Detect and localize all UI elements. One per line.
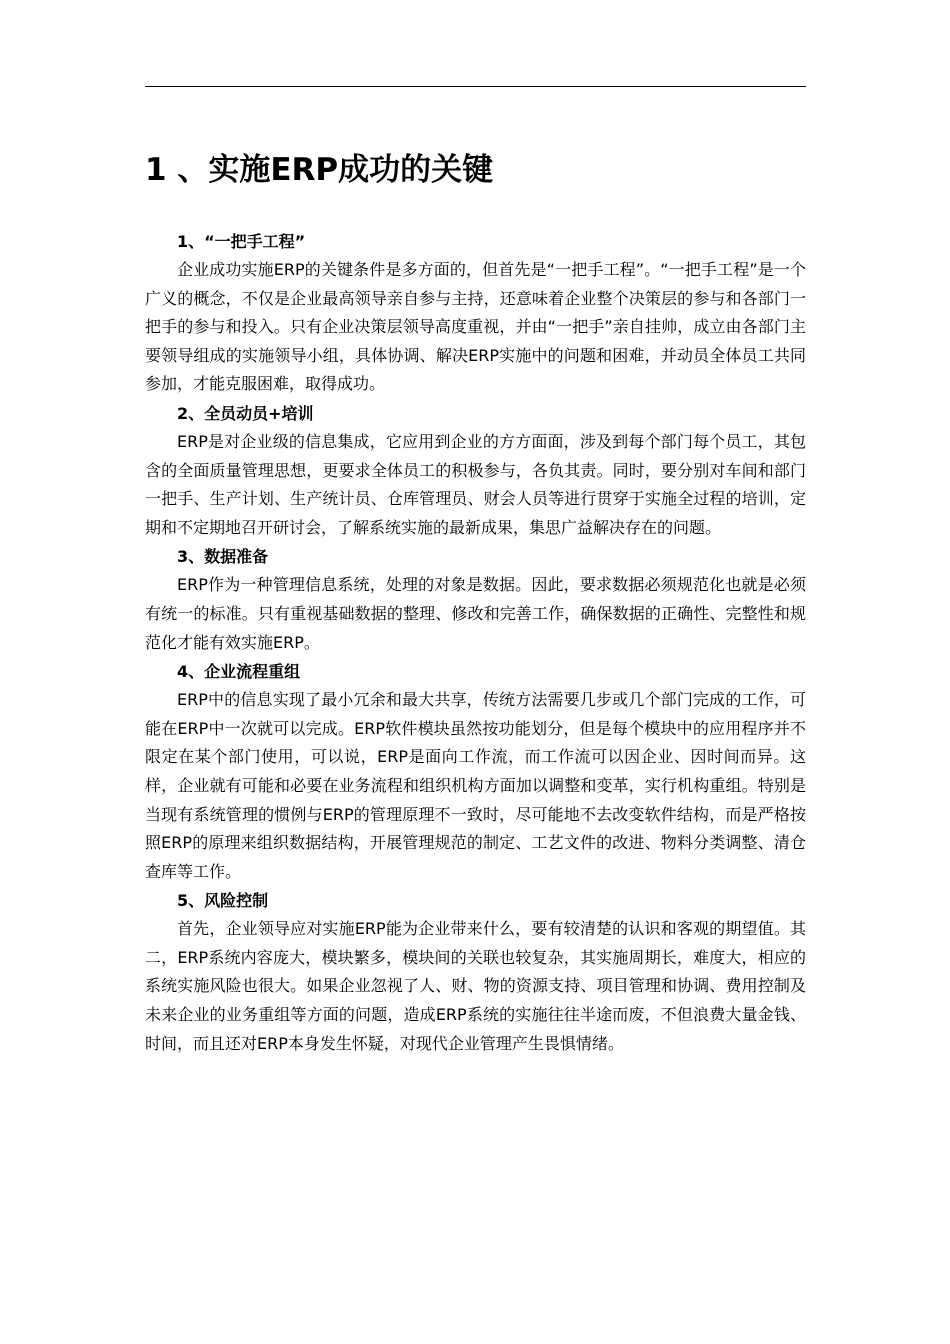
section-paragraph: 企业成功实施ERP的关键条件是多方面的，但首先是“一把手工程”。“一把手工程”是一个广义的概念，不仅是企业最高领导亲自参与主持，还意味着企业整个决策层的参与和各部门一把手的参与和投入。只有企业决策层领导高度重视，并由“一把手”亲自挂帅，成立由各部门主要领导组成的实施领导小组，具体协调、解决ERP实施中的问题和困难，并动员全体员工共同参加，才能克服困难，取得成功。 <box>145 260 806 394</box>
section-process-reengineering <box>145 657 806 886</box>
section-paragraph: ERP作为一种管理信息系统，处理的对象是数据。因此，要求数据必须规范化也就是必须有统一的标准。只有重视基础数据的整理、修改和完善工作，确保数据的正确性、完整性和规范化才能有效实施ERP。 <box>145 575 806 652</box>
section-data-preparation <box>145 542 806 657</box>
section-heading: 1、“一把手工程” <box>177 232 306 251</box>
section-paragraph: ERP中的信息实现了最小冗余和最大共享，传统方法需要几步或几个部门完成的工作，可能在ERP中一次就可以完成。ERP软件模块虽然按功能划分，但是每个模块中的应用程序并不限定在某个部门使用，可以说，ERP是面向工作流，而工作流可以因企业、因时间而异。这样，企业就有可能和必要在业务流程和组织机构方面加以调整和变革，实行机构重组。特别是当现有系统管理的惯例与ERP的管理原理不一致时，尽可能地不去改变软件结构，而是严格按照ERP的原理来组织数据结构，开展管理规范的制定、工艺文件的改进、物料分类调整、清仓查库等工作。 <box>145 690 806 881</box>
section-heading: 4、企业流程重组 <box>177 662 301 682</box>
page-title: 1 、实施ERP成功的关键 <box>145 152 494 188</box>
section-heading: 3、数据准备 <box>177 547 269 567</box>
section-leader-project <box>145 227 806 399</box>
section-risk-control <box>145 886 806 1058</box>
document-body <box>145 227 806 1058</box>
section-paragraph: 首先，企业领导应对实施ERP能为企业带来什么，要有较清楚的认识和客观的期望值。其二，ERP系统内容庞大，模块繁多，模块间的关联也较复杂，其实施周期长，难度大，相应的系统实施风险也很大。如果企业忽视了人、财、物的资源支持、项目管理和协调、费用控制及未来企业的业务重组等方面的问题，造成ERP系统的实施往往半途而废，不但浪费大量金钱、时间，而且还对ERP本身发生怀疑，对现代企业管理产生畏惧情绪。 <box>145 919 806 1053</box>
section-heading: 5、风险控制 <box>177 891 269 911</box>
section-heading: 2、全员动员+培训 <box>177 403 314 423</box>
header-rule <box>145 86 806 87</box>
section-paragraph: ERP是对企业级的信息集成，它应用到企业的方方面面，涉及到每个部门每个员工，其包含的全面质量管理思想，更要求全体员工的积极参与，各负其责。同时，要分别对车间和部门一把手、生产计划、生产统计员、仓库管理员、财会人员等进行贯穿于实施全过程的培训，定期和不定期地召开研讨会，了解系统实施的最新成果，集思广益解决存在的问题。 <box>145 431 806 537</box>
section-training <box>145 399 806 542</box>
